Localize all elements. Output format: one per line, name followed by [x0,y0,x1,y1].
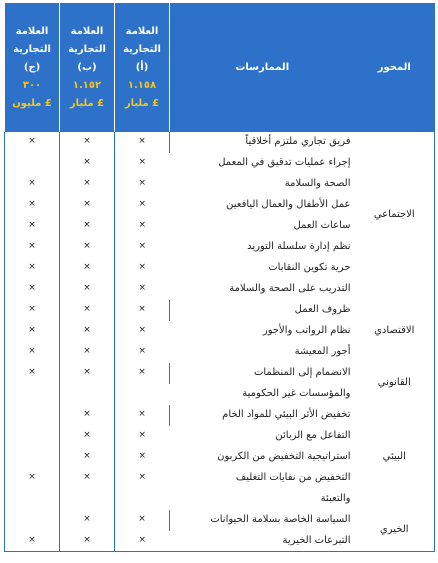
mark-b: × [60,363,115,384]
mark-c: × [5,300,60,321]
header-brand-b-line2: التجارية [68,43,106,55]
mark-c [5,426,60,447]
mark-a: × [115,342,170,363]
header-axis [355,4,435,132]
mark-c: × [5,258,60,279]
header-brand-a [115,4,170,132]
mark-b: × [60,153,115,174]
practice-cell: عمل الأطفال والعمال اليافعين [226,198,351,210]
mark-b: × [60,279,115,300]
header-brand-c-value: ٣٠٠ [22,79,42,91]
mark-a: × [115,426,170,447]
header-brand-b-value: ١.١٥٢ [72,79,102,91]
mark-a: × [115,216,170,237]
mark-c [5,510,60,531]
table-row [5,405,435,426]
mark-c: × [5,174,60,195]
mark-c: × [5,531,60,552]
mark-c [5,405,60,426]
mark-c [5,489,60,510]
practice-cell: استراتيجية التخفيض من الكربون [217,450,351,462]
header-brand-b-unit: مليار £ [69,97,105,109]
header-brand-b-line1: العلامة [70,25,104,37]
header-practices-label: الممارسات [235,61,290,73]
mark-b: × [60,321,115,342]
table-row [5,363,435,384]
mark-b: × [60,468,115,489]
header-row [5,4,435,132]
mark-a: × [115,468,170,489]
mark-a: × [115,153,170,174]
header-brand-c [5,4,60,132]
header-axis-label: المحور [377,61,411,73]
mark-c [5,447,60,468]
mark-b: × [60,195,115,216]
practice-cell: الصحة والسلامة [284,177,351,189]
mark-b: × [60,132,115,153]
mark-b: × [60,300,115,321]
header-brand-a-line1: العلامة [125,25,159,37]
practice-cell: التبرعات الخيرية [282,534,351,546]
practice-cell: والتعبئة [320,492,351,504]
axis-social: الاجتماعي [373,209,415,221]
mark-a: × [115,321,170,342]
header-brand-c-line2: التجارية [13,43,51,55]
mark-a [115,489,170,510]
mark-a: × [115,447,170,468]
mark-c: × [5,216,60,237]
mark-a: × [115,237,170,258]
header-brand-b-letter: (ب) [77,61,97,73]
table-row [5,510,435,531]
practice-cell: السياسة الخاصة بسلامة الحيوانات [170,510,355,531]
practice-cell: إجراء عمليات تدقيق في المعمل [218,156,351,168]
mark-c: × [5,363,60,384]
axis-charitable: الخيري [379,524,409,535]
mark-a: × [115,279,170,300]
mark-b: × [60,447,115,468]
table-body [5,132,435,552]
mark-c: × [5,132,60,153]
practice-cell: التدريب على الصحة والسلامة [229,282,351,294]
practice-cell: ظروف العمل [170,300,355,321]
header-brand-c-line1: العلامة [15,25,49,37]
practice-cell: التفاعل مع الزبائن [275,429,351,441]
mark-a: × [115,174,170,195]
mark-c: × [5,237,60,258]
mark-c: × [5,279,60,300]
mark-a: × [115,258,170,279]
mark-b: × [60,258,115,279]
header-brand-c-letter: (ج) [23,61,41,73]
header-brand-a-letter: (أ) [135,61,149,73]
mark-a: × [115,510,170,531]
mark-a: × [115,132,170,153]
mark-b [60,384,115,405]
practice-cell: فريق تجاري ملتزم أخلاقياً [170,132,355,153]
mark-c: × [5,342,60,363]
mark-b: × [60,237,115,258]
mark-c: × [5,468,60,489]
mark-c: × [5,195,60,216]
practice-cell: ساعات العمل [293,219,351,231]
header-practices [170,4,355,132]
practice-cell: تخفيض الأثر البيئي للمواد الخام [170,405,355,426]
mark-b: × [60,531,115,552]
mark-b: × [60,405,115,426]
mark-c [5,153,60,174]
mark-b [60,489,115,510]
mark-b: × [60,342,115,363]
axis-economic: الاقتصادي [374,324,415,336]
practice-cell: نظام الرواتب والأجور [262,324,351,336]
practice-cell: نظم إدارة سلسلة التوريد [247,240,351,252]
practice-cell: والمؤسسات غير الحكومية [242,387,351,399]
practice-cell: أجور المعيشة [294,345,351,357]
axis-environmental: البيئي [382,450,406,462]
mark-b: × [60,216,115,237]
header-brand-b [60,4,115,132]
mark-a: × [115,300,170,321]
practice-cell: التخفيض من نفايات التغليف [235,471,351,483]
practices-table [4,3,435,552]
mark-a: × [115,405,170,426]
mark-a [115,384,170,405]
mark-a: × [115,531,170,552]
table-row [5,300,435,321]
mark-c [5,384,60,405]
practice-cell: الانضمام إلى المنظمات [170,363,355,384]
practice-cell: حرية تكوين النقابات [268,261,351,273]
mark-b: × [60,510,115,531]
mark-b: × [60,426,115,447]
mark-b: × [60,174,115,195]
mark-a: × [115,195,170,216]
header-brand-a-line2: التجارية [123,43,161,55]
header-brand-a-value: ١.١٥٨ [127,79,157,91]
header-brand-c-unit: مليون £ [12,97,52,109]
axis-legal: القانوني [377,377,411,389]
header-brand-a-unit: مليار £ [124,97,160,109]
mark-a: × [115,363,170,384]
table-row [5,132,435,153]
mark-c: × [5,321,60,342]
